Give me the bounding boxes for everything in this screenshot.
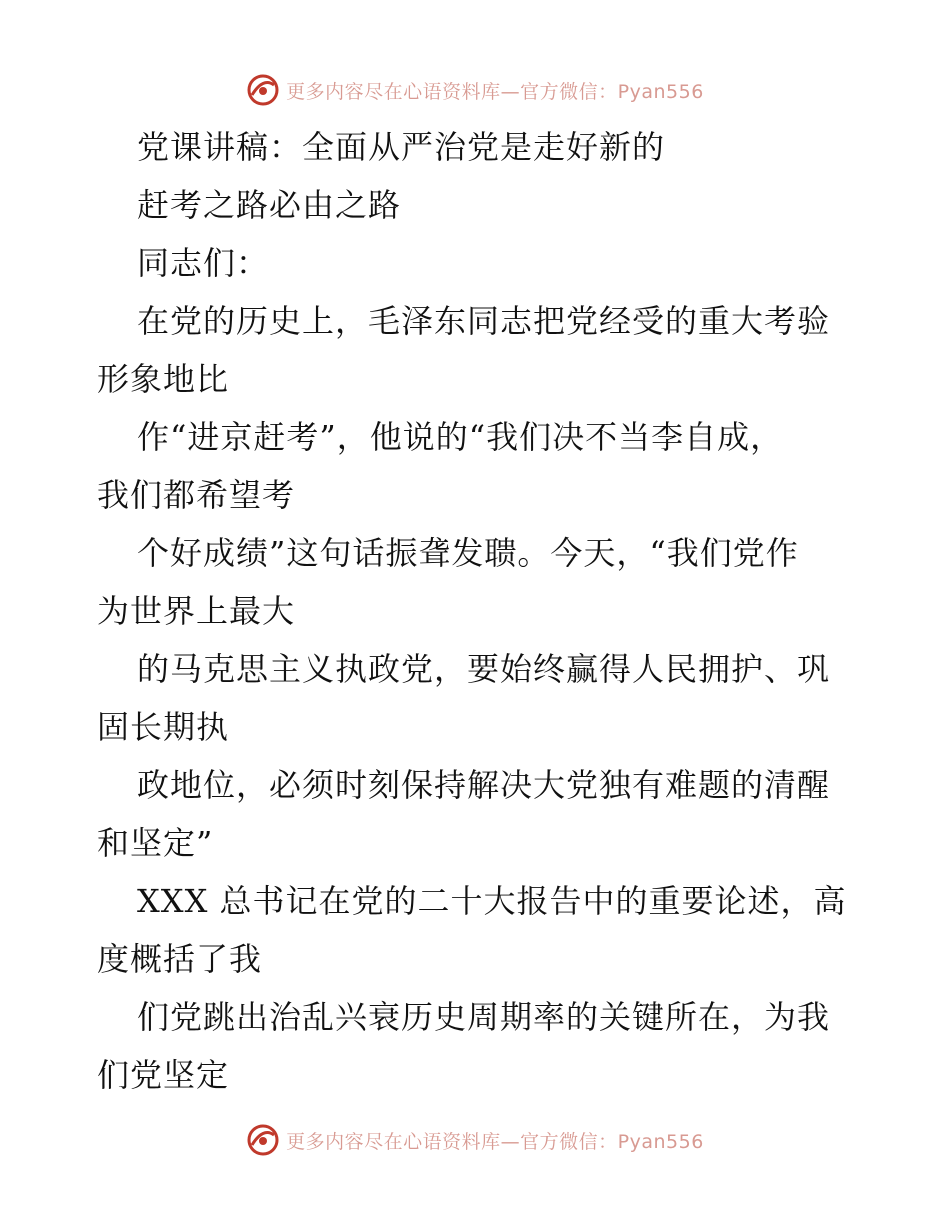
text-line: 个好成绩”这句话振聋发聩。今天，“我们党作 [137,534,799,572]
text-line: 政地位，必须时刻保持解决大党独有难题的清醒 [137,766,831,804]
text-line: 固长期执 [97,708,230,746]
text-line: 和坚定” [97,824,214,862]
banner-text: 更多内容尽在心语资料库—官方微信：Pyan556 [286,80,704,103]
logo-icon [246,73,280,107]
doc-title-line-1: 党课讲稿：全面从严治党是走好新的 [137,128,666,166]
doc-title-line-2: 赶考之路必由之路 [137,186,402,224]
text-line: 我们都希望考 [97,476,296,514]
text-line: XXX 总书记在党的二十大报告中的重要论述，高 [137,882,847,920]
header-banner [0,70,950,110]
logo-icon [246,1123,280,1157]
salutation: 同志们： [137,244,270,282]
document-body [97,118,857,1104]
text-line: 作“进京赶考”，他说的“我们决不当李自成， [137,418,784,456]
text-line: 在党的历史上，毛泽东同志把党经受的重大考验 [137,302,831,340]
text-line: 为世界上最大 [97,592,296,630]
footer-banner [0,1120,950,1160]
text-line: 形象地比 [97,360,230,398]
text-line: 度概括了我 [97,940,263,978]
banner-content [246,1123,704,1157]
text-line: 的马克思主义执政党，要始终赢得人民拥护、巩 [137,650,831,688]
banner-content [246,73,704,107]
banner-text: 更多内容尽在心语资料库—官方微信：Pyan556 [286,1130,704,1153]
text-line: 们党跳出治乱兴衰历史周期率的关键所在，为我 [137,998,831,1036]
text-line: 们党坚定 [97,1056,230,1094]
